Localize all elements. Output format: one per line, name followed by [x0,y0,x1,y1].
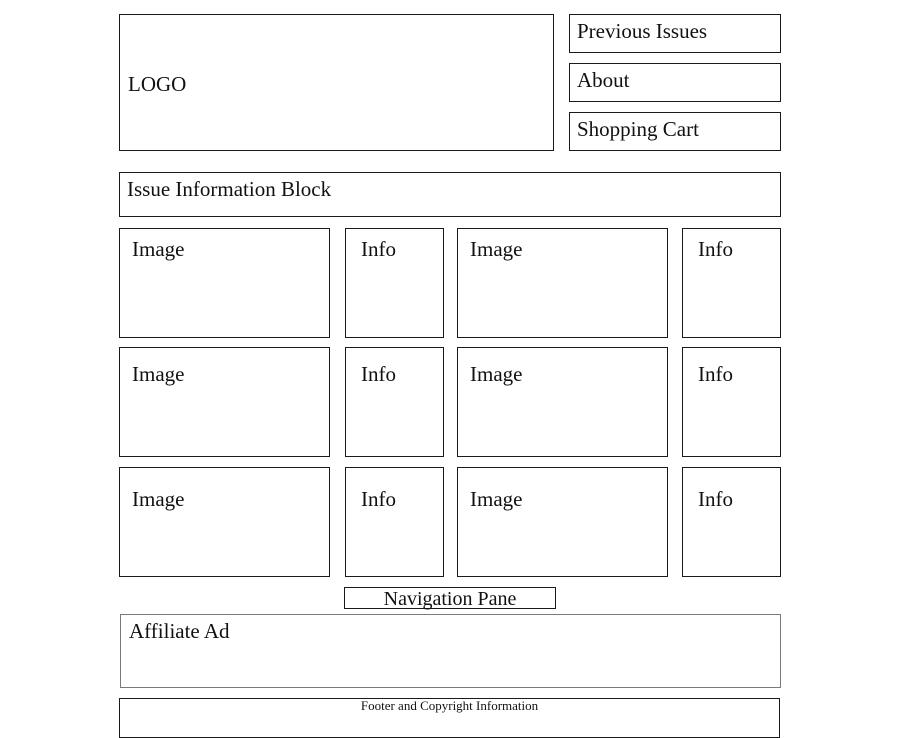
info-label: Info [361,362,396,386]
issue-image-cell[interactable] [119,467,330,577]
about-button[interactable] [569,63,781,102]
image-label: Image [470,237,523,261]
shopping-cart-label: Shopping Cart [577,117,699,141]
info-label: Info [698,487,733,511]
issue-info-cell[interactable] [345,467,444,577]
issue-image-cell[interactable] [457,347,668,457]
image-label: Image [470,362,523,386]
issue-image-cell[interactable] [119,347,330,457]
info-label: Info [361,487,396,511]
previous-issues-button[interactable] [569,14,781,53]
footer [119,698,780,738]
logo-placeholder [119,14,554,151]
info-label: Info [698,362,733,386]
image-label: Image [470,487,523,511]
footer-label: Footer and Copyright Information [360,698,539,713]
issue-image-cell[interactable] [457,467,668,577]
issue-info-cell[interactable] [682,228,781,338]
issue-image-cell[interactable] [119,228,330,338]
issue-image-cell[interactable] [457,228,668,338]
shopping-cart-button[interactable] [569,112,781,151]
info-label: Info [361,237,396,261]
info-label: Info [698,237,733,261]
previous-issues-label: Previous Issues [577,19,708,43]
issue-info-cell[interactable] [345,228,444,338]
issue-information-label: Issue Information Block [127,177,332,201]
issue-information-block [119,172,781,217]
image-label: Image [132,237,185,261]
image-label: Image [132,487,185,511]
issue-info-cell[interactable] [345,347,444,457]
issue-info-cell[interactable] [682,467,781,577]
navigation-pane-label: Navigation Pane [383,588,517,610]
navigation-pane[interactable] [344,587,556,609]
logo-label: LOGO [128,72,187,96]
affiliate-ad[interactable] [120,614,781,688]
issue-info-cell[interactable] [682,347,781,457]
about-label: About [577,68,630,92]
affiliate-ad-label: Affiliate Ad [129,619,230,643]
image-label: Image [132,362,185,386]
